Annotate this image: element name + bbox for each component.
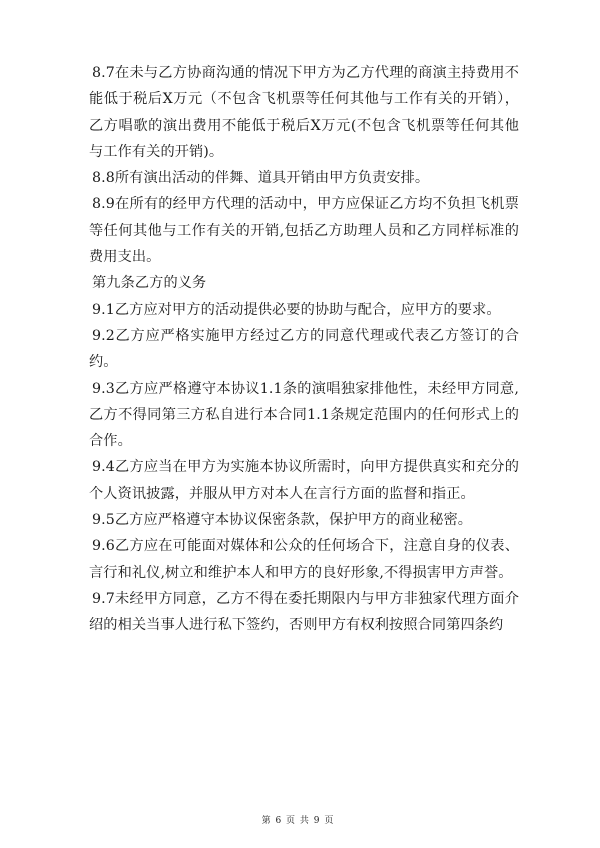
clause-9-5: 9.5乙方应严格遵守本协议保密条款，保护甲方的商业秘密。: [92, 512, 473, 529]
clause-8-9: 8.9在所有的经甲方代理的活动中，甲方应保证乙方均不负担飞机票等任何其他与工作有关的开销,包括乙方助理人员和乙方同样标准的费用支出。: [89, 196, 519, 266]
clause-9-4: 9.4乙方应当在甲方为实施本协议所需时，向甲方提供真实和充分的个人资讯披露，并服从甲方对本人在言行方面的监督和指正。: [89, 459, 519, 502]
clause-8-7: 8.7在未与乙方协商沟通的情况下甲方为乙方代理的商演主持费用不能低于税后X万元（不包含飞机票等任何其他与工作有关的开销），乙方唱歌的演出费用不能低于税后X万元(不包含飞机票等任何其他与工作有关的开销)。: [89, 65, 519, 160]
page-number: 第 6 页 共 9 页: [261, 816, 335, 826]
clause-9-7: 9.7未经甲方同意，乙方不得在委托期限内与甲方非独家代理方面介绍的相关当事人进行私下签约，否则甲方有权利按照合同第四条约: [89, 590, 519, 634]
clause-9-3: 9.3乙方应严格遵守本协议1.1条的演唱独家排他性，未经甲方同意,乙方不得同第三方私自进行本合同1.1条规定范围内的任何形式上的合作。: [89, 380, 519, 450]
clause-9-1: 9.1乙方应对甲方的活动提供必要的协助与配合，应甲方的要求。: [92, 301, 501, 318]
document-body: [89, 60, 519, 639]
clause-8-8: 8.8所有演出活动的伴舞、道具开销由甲方负责安排。: [92, 170, 430, 187]
clause-9-2: 9.2乙方应严格实施甲方经过乙方的同意代理或代表乙方签订的合约。: [89, 327, 519, 371]
page-footer: [0, 813, 600, 826]
article-9-heading: 第九条乙方的义务: [92, 275, 207, 292]
clause-9-6: 9.6乙方应在可能面对媒体和公众的任何场合下，注意自身的仪表、言行和礼仪,树立和维护本人和甲方的良好形象,不得损害甲方声誉。: [89, 538, 519, 581]
